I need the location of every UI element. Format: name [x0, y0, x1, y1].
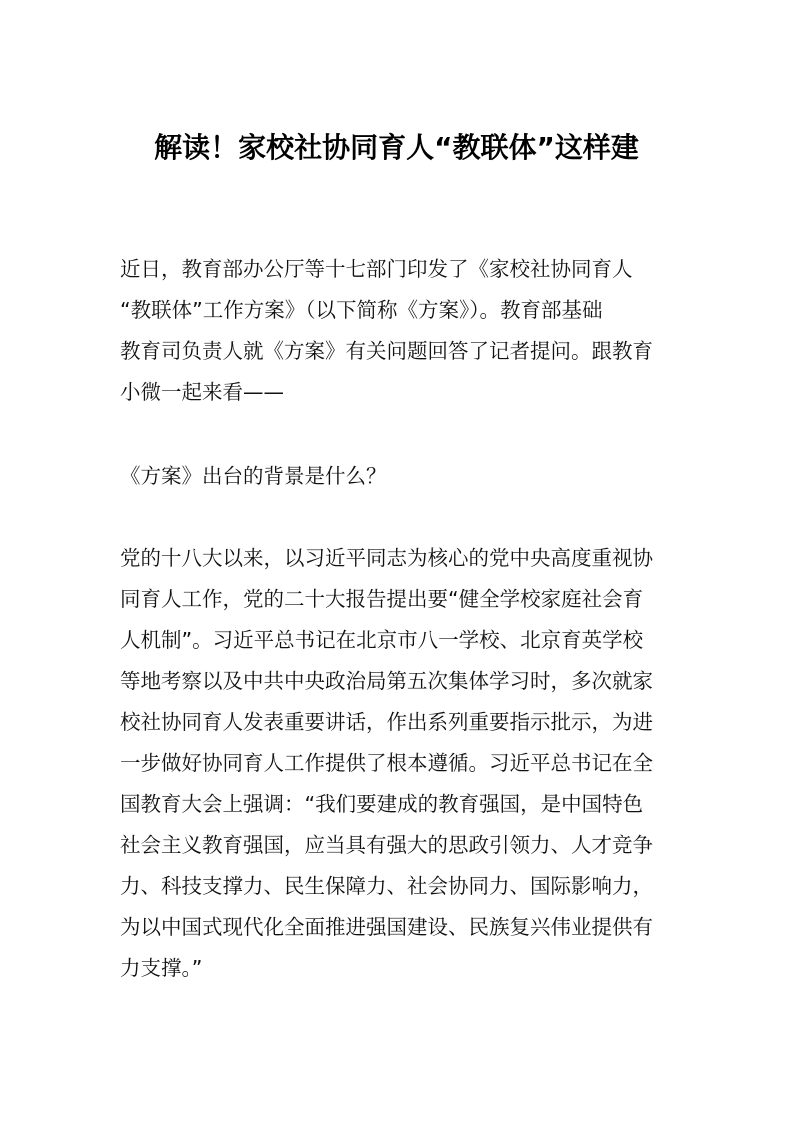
text-line: 教育司负责人就《方案》有关问题回答了记者提问。跟教育: [120, 339, 653, 363]
text-line: 等地考察以及中共中央政治局第五次集体学习时，多次就家: [120, 669, 653, 693]
text-line: 为以中国式现代化全面推进强国建设、民族复兴伟业提供有: [120, 915, 653, 939]
text-line: 国教育大会上强调：“我们要建成的教育强国，是中国特色: [120, 792, 644, 816]
intro-paragraph: [120, 249, 676, 413]
text-line: 近日，教育部办公厅等十七部门印发了《家校社协同育人: [120, 257, 633, 281]
text-line: 力、科技支撑力、民生保障力、社会协同力、国际影响力，: [120, 874, 653, 898]
text-line: 校社协同育人发表重要讲话，作出系列重要指示批示，为进: [120, 710, 653, 734]
text-line: 社会主义教育强国，应当具有强大的思政引领力、人才竞争: [120, 833, 653, 857]
text-line: 同育人工作，党的二十大报告提出要“健全学校家庭社会育: [120, 587, 644, 611]
section-heading: [120, 456, 676, 497]
document-title: 解读！家校社协同育人“教联体”这样建: [154, 131, 639, 164]
text-line: “教联体”工作方案》（以下简称《方案》）。教育部基础: [120, 298, 603, 322]
text-line: 小微一起来看——: [120, 380, 284, 404]
heading-line: 《方案》出台的背景是什么？: [120, 464, 387, 488]
body-paragraph: [120, 538, 676, 989]
text-line: 一步做好协同育人工作提供了根本遵循。习近平总书记在全: [120, 751, 653, 775]
text-line: 党的十八大以来，以习近平同志为核心的党中央高度重视协: [120, 546, 653, 570]
text-line: 力支撑。”: [120, 956, 203, 980]
text-line: 人机制”。习近平总书记在北京市八一学校、北京育英学校: [120, 628, 644, 652]
